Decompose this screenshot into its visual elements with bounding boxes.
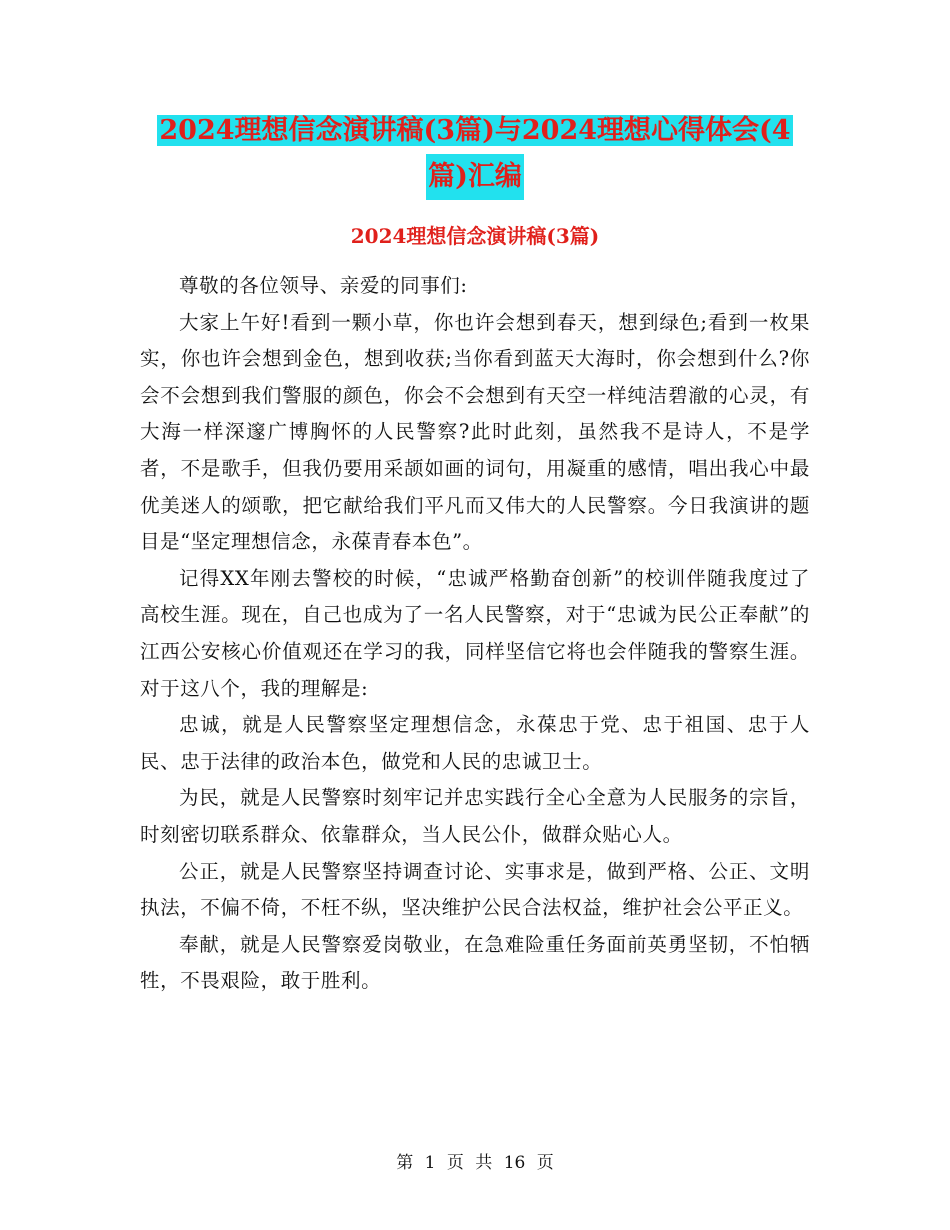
- paragraph: 记得XX年刚去警校的时候，“忠诚严格勤奋创新”的校训伴随我度过了高校生涯。现在，自己也成为了一名人民警察，对于“忠诚为民公正奉献”的江西公安核心价值观还在学习的我，同样坚信它将也会伴随我的警察生涯。对于这八个，我的理解是:: [140, 566, 810, 700]
- document-title: [0, 108, 950, 200]
- document-title-line2: 篇)汇编: [426, 154, 524, 200]
- page-footer: 第 1 页 共 16 页: [396, 1153, 554, 1173]
- paragraph: 忠诚，就是人民警察坚定理想信念，永葆忠于党、忠于祖国、忠于人民、忠于法律的政治本色，做党和人民的忠诚卫士。: [140, 713, 810, 773]
- paragraph-salutation: 尊敬的各位领导、亲爱的同事们:: [179, 274, 468, 297]
- paragraph: 奉献，就是人民警察爱岗敬业，在急难险重任务面前英勇坚韧，不怕牺牲，不畏艰险，敢于胜利。: [140, 932, 810, 993]
- section-title: 2024理想信念演讲稿(3篇): [350, 224, 600, 248]
- paragraph: 大家上午好!看到一颗小草，你也许会想到春天，想到绿色;看到一枚果实，你也许会想到金色，想到收获;当你看到蓝天大海时，你会想到什么?你会不会想到我们警服的颜色，你会不会想到有天空一样纯洁碧澈的心灵，有大海一样深邃广博胸怀的人民警察?此时此刻，虽然我不是诗人，不是学者，不是歌手，但我仍要用采颉如画的词句，用凝重的感情，唱出我心中最优美迷人的颂歌，把它献给我们平凡而又伟大的人民警察。今日我演讲的题目是“坚定理想信念，永葆青春本色”。: [140, 310, 810, 554]
- document-body: [140, 268, 810, 1000]
- paragraph: 为民，就是人民警察时刻牢记并忠实践行全心全意为人民服务的宗旨，时刻密切联系群众、依靠群众，当人民公仆，做群众贴心人。: [140, 786, 810, 846]
- document-title-line1: 2024理想信念演讲稿(3篇)与2024理想心得体会(4: [159, 115, 791, 146]
- paragraph: 公正，就是人民警察坚持调查讨论、实事求是，做到严格、公正、文明执法，不偏不倚，不枉不纵，坚决维护公民合法权益，维护社会公平正义。: [140, 859, 810, 920]
